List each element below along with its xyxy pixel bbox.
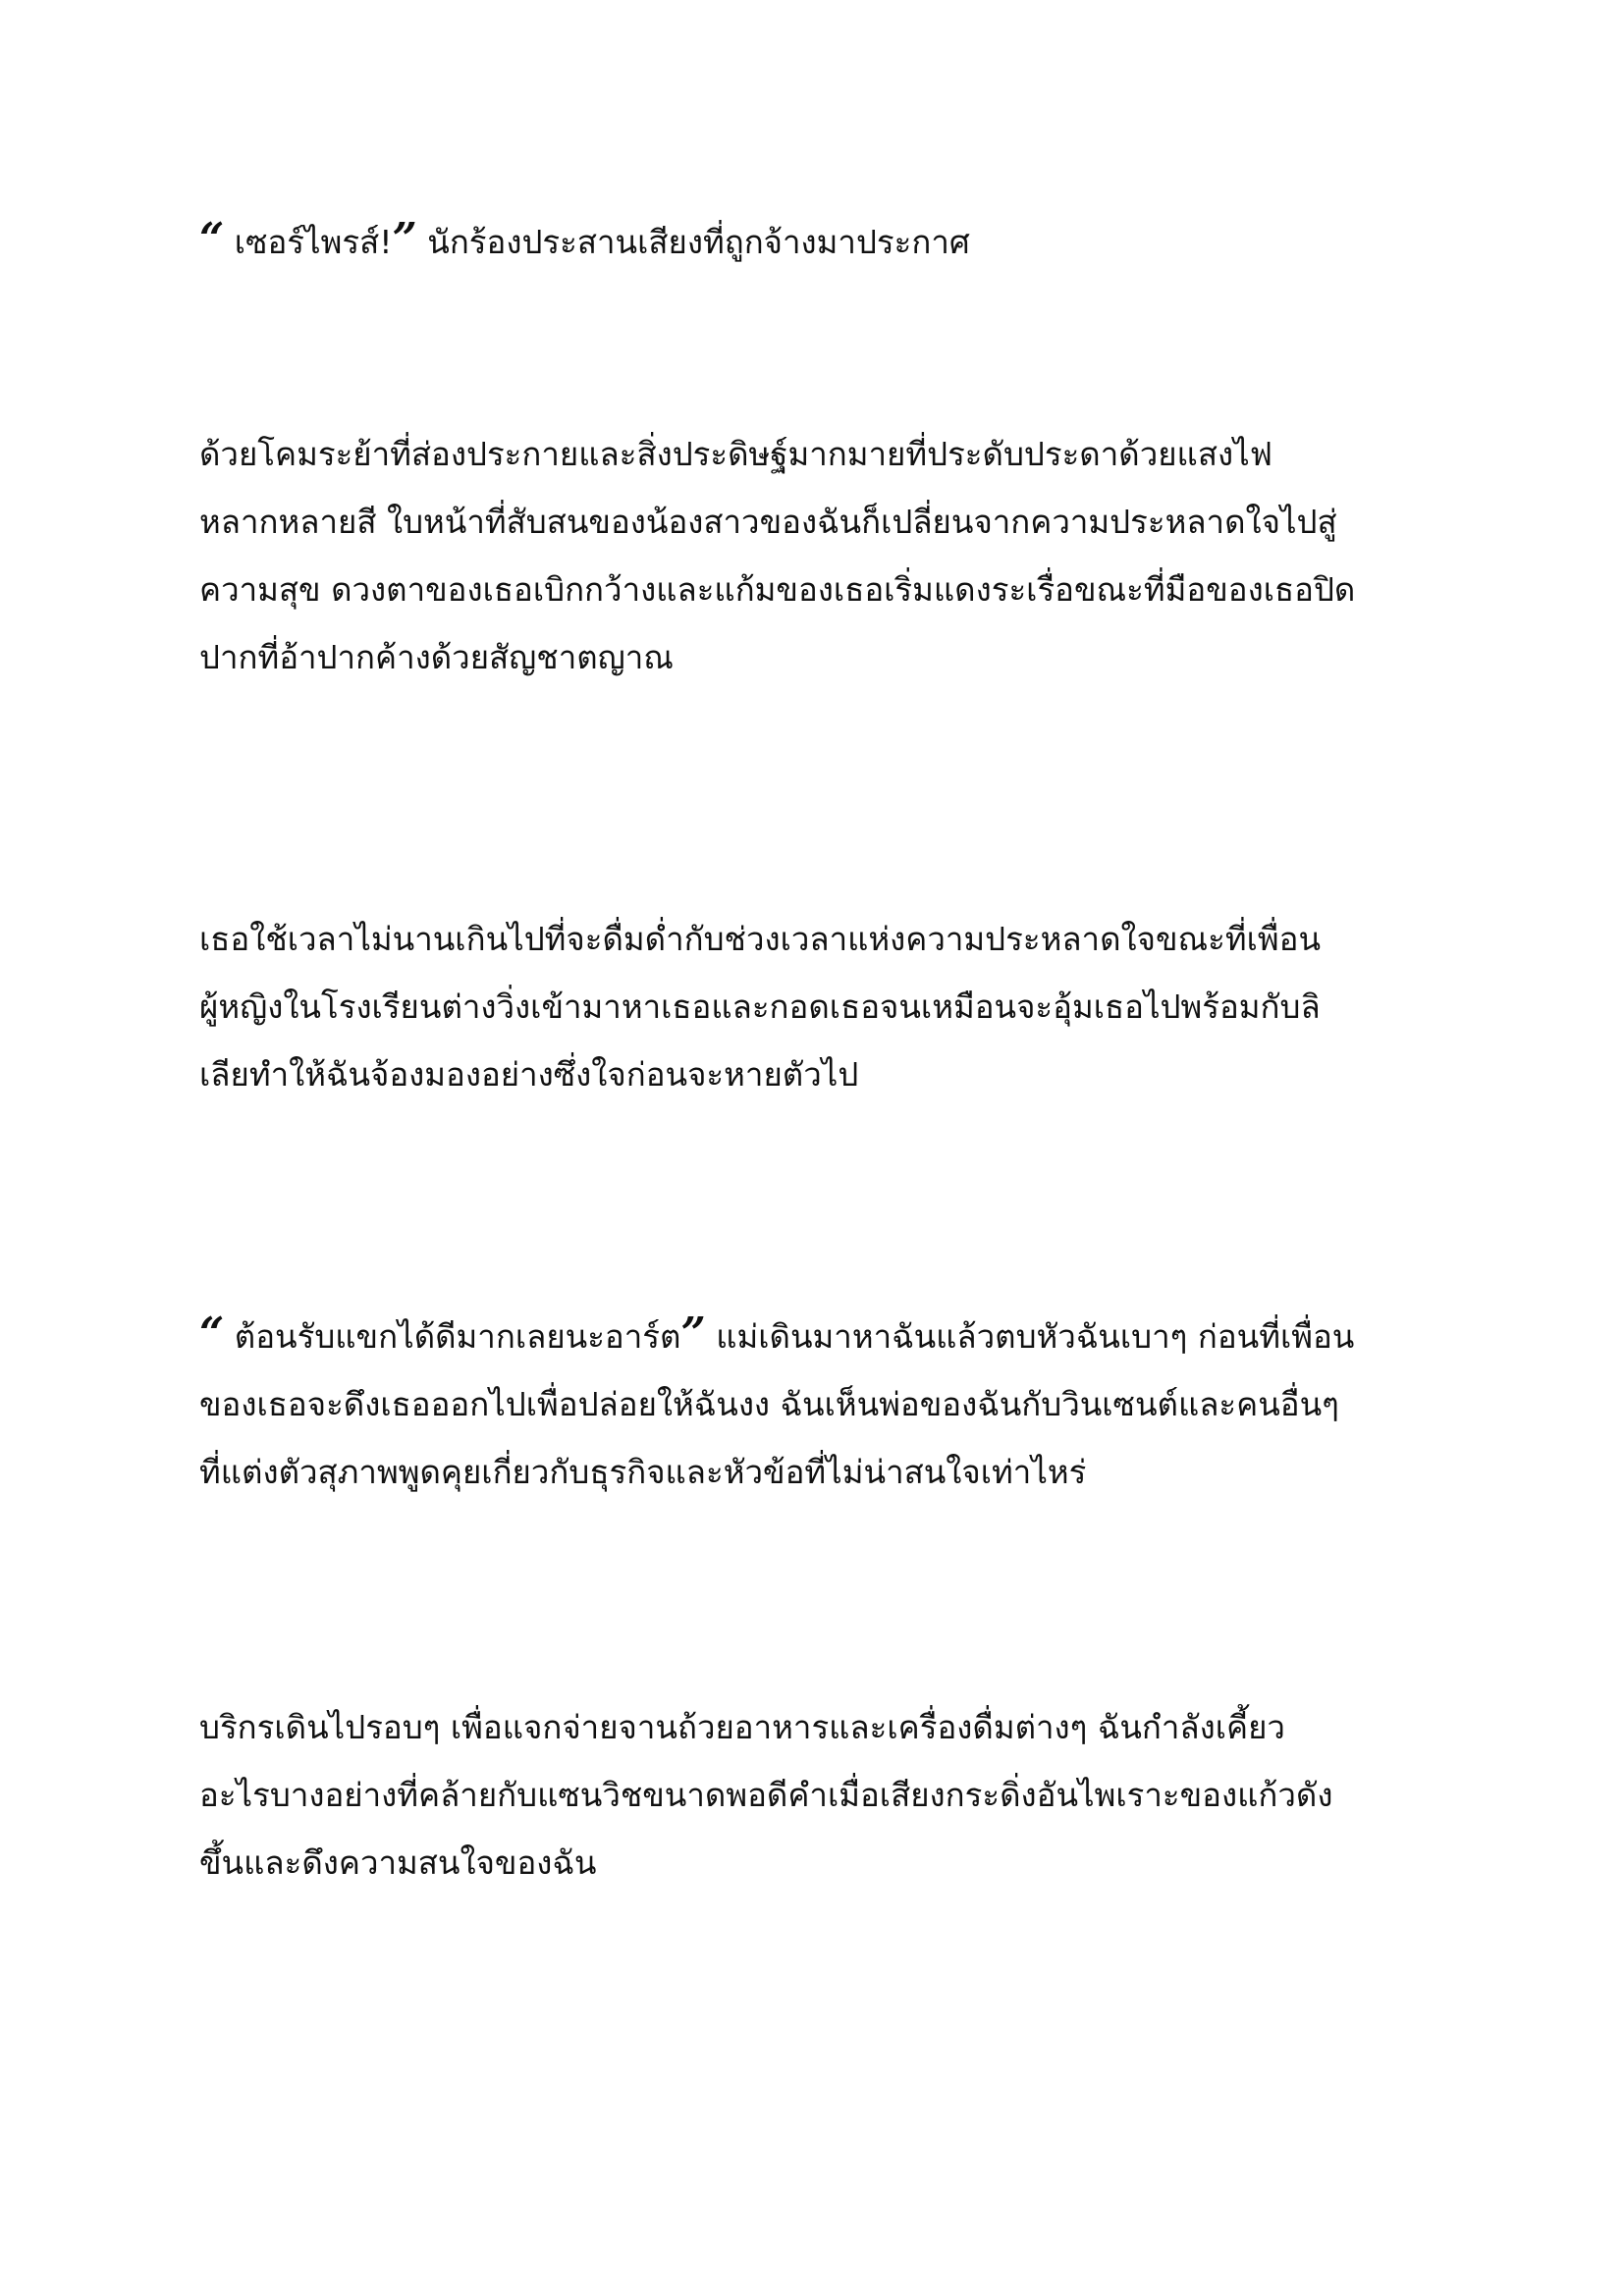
close-quote: ” bbox=[680, 1308, 706, 1359]
quoted-speech: ต้อนรับแขกได้ดีมากเลยนะอาร์ต bbox=[224, 1317, 681, 1356]
text-line: บริกรเดินไปรอบๆ เพื่อแจกจ่ายจานถ้วยอาหารและเครื่องดื่มต่างๆ ฉันกำลังเคี้ยว bbox=[199, 1708, 1285, 1746]
open-quote: “ bbox=[199, 214, 225, 264]
quoted-speech: เซอร์ไพรส์! bbox=[224, 223, 393, 261]
text-line bbox=[199, 1303, 1354, 1370]
open-quote: “ bbox=[199, 1308, 225, 1359]
paragraph-chandelier bbox=[199, 420, 1355, 691]
paragraph-waiters bbox=[199, 1693, 1332, 1896]
narration: แม่เดินมาหาฉันแล้วตบหัวฉันเบาๆ ก่อนที่เพื่อน bbox=[705, 1317, 1355, 1356]
paragraph-mother bbox=[199, 1303, 1354, 1506]
text-line: ความสุข ดวงตาของเธอเบิกกว้างและแก้มของเธอเริ่มแดงระเรื่อขณะที่มือของเธอปิด bbox=[199, 570, 1356, 609]
text-line: ปากที่อ้าปากค้างด้วยสัญชาตญาณ bbox=[199, 638, 674, 676]
text-line: ที่แต่งตัวสุภาพพูดคุยเกี่ยวกับธุรกิจและหัวข้อที่ไม่น่าสนใจเท่าไหร่ bbox=[199, 1453, 1087, 1491]
text-line: อะไรบางอย่างที่คล้ายกับแซนวิชขนาดพอดีคำเมื่อเสียงกระดิ่งอันไพเราะของแก้วดัง bbox=[199, 1776, 1333, 1814]
close-quote: ” bbox=[392, 214, 417, 264]
text-line: ผู้หญิงในโรงเรียนต่างวิ่งเข้ามาหาเธอและกอดเธอจนเหมือนจะอุ้มเธอไปพร้อมกับลิ bbox=[199, 988, 1321, 1026]
text-line: เลียทำให้ฉันจ้องมองอย่างซึ่งใจก่อนจะหายตัวไป bbox=[199, 1055, 859, 1094]
text-line: เธอใช้เวลาไม่นานเกินไปที่จะดื่มด่ำกับช่วงเวลาแห่งความประหลาดใจขณะที่เพื่อน bbox=[199, 920, 1322, 958]
text-line: ด้วยโคมระย้าที่ส่องประกายและสิ่งประดิษฐ์มากมายที่ประดับประดาด้วยแสงไฟ bbox=[199, 435, 1273, 473]
text-line bbox=[199, 208, 970, 276]
paragraph-friends bbox=[199, 905, 1321, 1108]
narration: นักร้องประสานเสียงที่ถูกจ้างมาประกาศ bbox=[416, 223, 970, 261]
text-line: ขึ้นและดึงความสนใจของฉัน bbox=[199, 1843, 597, 1882]
paragraph-announcement bbox=[199, 208, 970, 276]
text-line: หลากหลายสี ใบหน้าที่สับสนของน้องสาวของฉันก็เปลี่ยนจากความประหลาดใจไปสู่ bbox=[199, 503, 1337, 541]
text-line: ของเธอจะดึงเธอออกไปเพื่อปล่อยให้ฉันงง ฉันเห็นพ่อของฉันกับวินเซนต์และคนอื่นๆ bbox=[199, 1385, 1339, 1423]
